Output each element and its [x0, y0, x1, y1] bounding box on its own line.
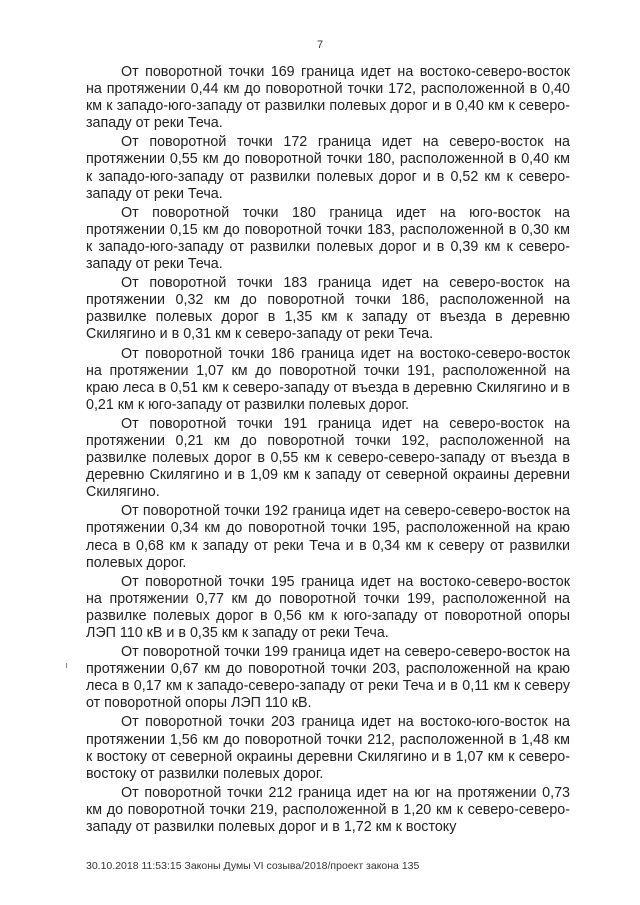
document-footer: 30.10.2018 11:53:15 Законы Думы VI созыва/2018/проект закона 135 [86, 860, 420, 872]
paragraph: От поворотной точки 186 граница идет на востоко-северо-восток на протяжении 1,07 км до поворотной точки 191, расположенной на краю леса в 0,51 км к северо-западу от въезда в деревню Скилягино и в 0,21 км к юго-западу от развилки полевых дорог. [86, 345, 570, 413]
paragraph: От поворотной точки 203 граница идет на востоко-юго-восток на протяжении 1,56 км до поворотной точки 212, расположенной в 1,48 км к востоку от северной окраины деревни Скилягино и в 1,07 км к северо-востоку от развилки полевых дорог. [86, 714, 570, 782]
paragraph: От поворотной точки 180 граница идет на юго-восток на протяжении 0,15 км до поворотной точки 183, расположенной в 0,30 км к западо-юго-западу от развилки полевых дорог и в 0,39 км к северо-западу от реки Теча. [86, 204, 570, 273]
paragraph: От поворотной точки 191 граница идет на северо-восток на протяжении 0,21 км до поворотной точки 192, расположенной на развилке полевых дорог в 0,55 км к северо-северо-западу от въезда в деревню Скилягино и в 1,09 км к западу от северной окраины деревни Скилягино. [86, 415, 570, 501]
paragraph: От поворотной точки 195 граница идет на востоко-северо-восток на протяжении 0,77 км до поворотной точки 199, расположенной на развилке полевых дорог в 0,56 км к юго-западу от поворотной опоры ЛЭП 110 кВ и в 0,35 км к западу от реки Теча. [86, 573, 570, 641]
paragraph: От поворотной точки 212 граница идет на юг на протяжении 0,73 км до поворотной точки 219, расположенной в 1,20 км к северо-северо-западу от развилки полевых дорог и в 1,72 км к востоку [86, 784, 570, 836]
paragraph: От поворотной точки 192 граница идет на северо-северо-восток на протяжении 0,34 км до поворотной точки 195, расположенной на краю леса в 0,68 км к западу от реки Теча и в 0,34 км к северу от развилки полевых дорог. [86, 503, 570, 571]
paragraph: От поворотной точки 172 граница идет на северо-восток на протяжении 0,55 км до поворотной точки 180, расположенной в 0,40 км к западо-юго-западу от развилки полевых дорог и в 0,52 км к северо-западу от реки Теча. [86, 134, 570, 202]
page-number: 7 [316, 39, 324, 51]
margin-mark [66, 663, 67, 668]
paragraph: От поворотной точки 169 граница идет на востоко-северо-восток на протяжении 0,44 км до поворотной точки 172, расположенной в 0,40 км к западо-юго-западу от развилки полевых дорог и в 0,40 км к северо-западу от реки Теча. [86, 64, 570, 132]
document-body [86, 64, 570, 838]
paragraph: От поворотной точки 199 граница идет на северо-северо-восток на протяжении 0,67 км до поворотной точки 203, расположенной на краю леса в 0,17 км к западо-северо-западу от реки Теча и в 0,11 км к северу от поворотной опоры ЛЭП 110 кВ. [86, 644, 570, 712]
paragraph: От поворотной точки 183 граница идет на северо-восток на протяжении 0,32 км до поворотной точки 186, расположенной на развилке полевых дорог в 1,35 км к западу от въезда в деревню Скилягино и в 0,31 км к северо-западу от реки Теча. [86, 275, 570, 343]
